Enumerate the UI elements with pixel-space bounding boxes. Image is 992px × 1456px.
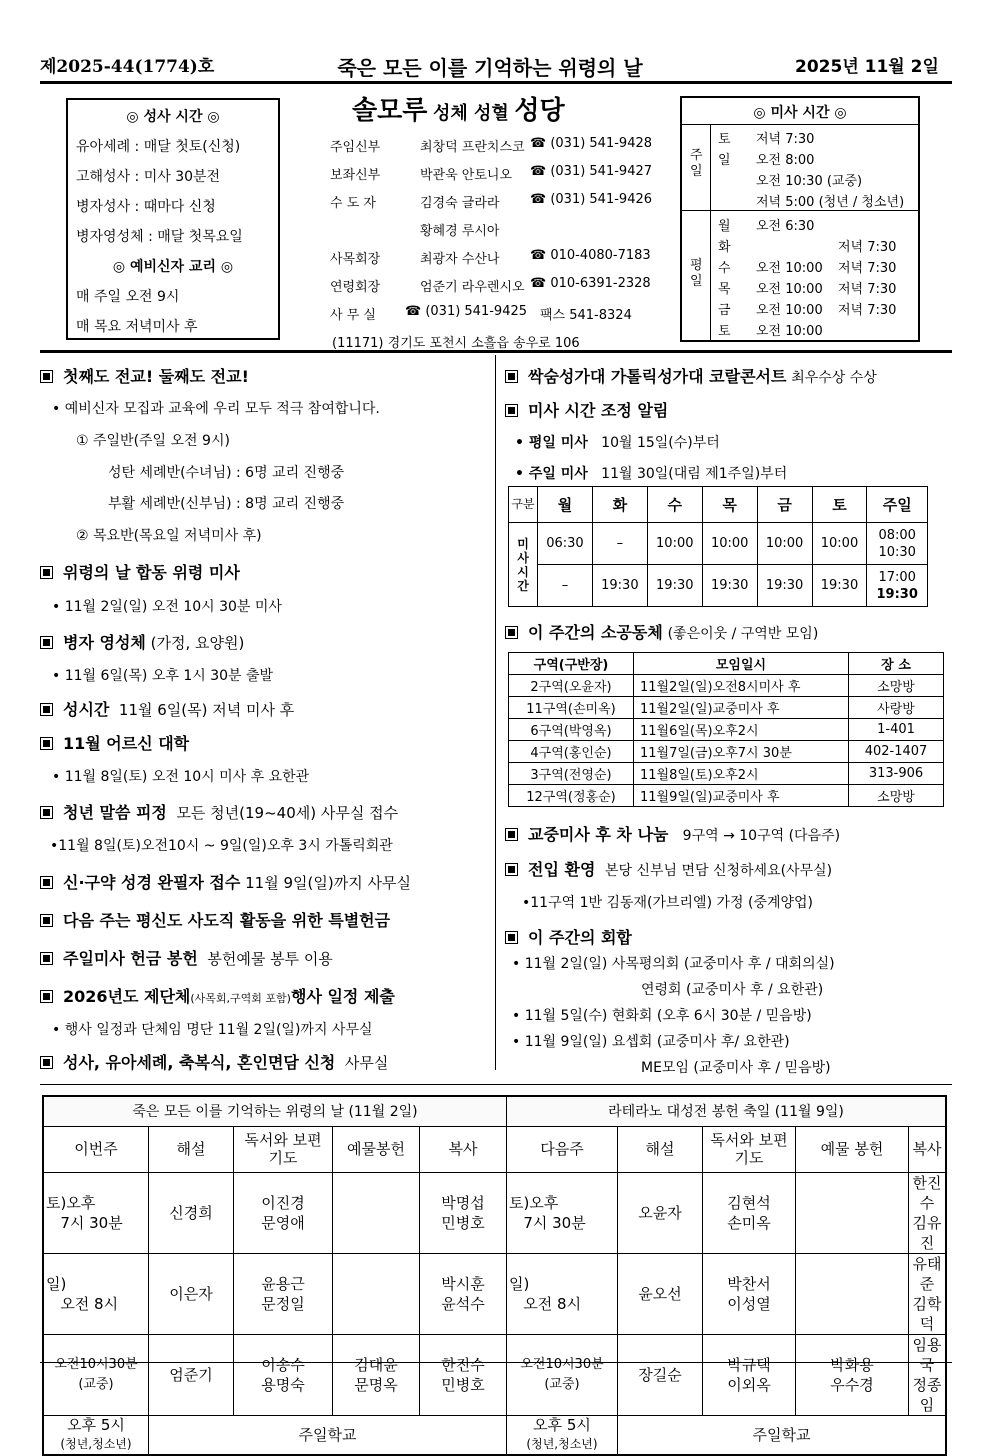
staff-name: 박관욱 안토니오 <box>420 168 513 183</box>
roster-person: 박명섭 <box>441 1193 485 1212</box>
page-title: 죽은 모든 이를 기억하는 위령의 날 <box>337 56 643 80</box>
schedule-cell: – <box>592 523 647 565</box>
mass-time: 오전 10:00 <box>756 282 823 297</box>
notice-bible-copy <box>40 870 411 893</box>
mass-time: 오전 10:00 <box>756 303 823 318</box>
staff-name: 김경숙 글라라 <box>420 196 500 211</box>
roster-person: 이외옥 <box>727 1375 771 1394</box>
office-label: 사 무 실 <box>330 308 376 323</box>
notice-value: 10월 15일(수)부터 <box>601 435 720 451</box>
roster-person: 문정일 <box>261 1294 305 1313</box>
notice-title: 전입 환영 <box>528 860 596 879</box>
schedule-cell: 10:00 <box>702 523 757 565</box>
schedule-cell: 10:00 <box>647 523 702 565</box>
notice-note: 본당 신부님 면담 신청하세요(사무실) <box>604 863 833 879</box>
notice-title: 행사 일정 제출 <box>290 987 395 1006</box>
notice-text: • 11월 5일(수) 현화회 (오후 6시 30분 / 믿음방) <box>512 1008 812 1024</box>
notice-text: ME모임 (교중미사 후 / 믿음방) <box>641 1060 831 1076</box>
notice-note: 11월 6일(목) 저녁 미사 후 <box>118 701 295 719</box>
roster-cell <box>909 1172 947 1253</box>
table-row <box>509 785 944 807</box>
schedule-cell: 19:30 <box>757 565 812 607</box>
notice-title: 주일미사 헌금 봉헌 <box>63 949 198 968</box>
roster-header: 복사 <box>420 1126 507 1172</box>
table-cell: 12구역(정홍순) <box>509 785 634 807</box>
notice-value: 11월 30일(대림 제1주일)부터 <box>601 466 788 482</box>
roster-person: 김대윤 <box>354 1355 398 1374</box>
notice-mass-change <box>505 398 668 421</box>
time-line: 오전 8시 <box>60 1294 119 1313</box>
mass-day: 토 <box>718 324 731 339</box>
notice-note: 봉헌예물 봉투 이용 <box>207 950 333 968</box>
issue-number: 제2025-44(1774)호 <box>40 57 215 77</box>
notice-title: 이 주간의 소공동체 <box>528 623 663 642</box>
mass-time: 저녁 5:00 (청년 / 청소년) <box>756 195 905 210</box>
roster-row <box>43 1253 946 1334</box>
schedule-time: 19:30 <box>876 586 918 602</box>
mass-time: 오전 10:30 (교중) <box>756 174 863 189</box>
notice-label: • 주일 미사 <box>515 466 588 482</box>
roster-person: 김학덕 <box>912 1294 942 1333</box>
notice-title: 신·구약 성경 완필자 접수 <box>63 873 241 892</box>
schedule-cell <box>867 523 928 565</box>
notice-evangelization <box>40 364 249 387</box>
notice-note: (가정, 요양원) <box>150 634 245 652</box>
roster-header: 예물봉헌 <box>333 1126 420 1172</box>
roster-cell: 이은자 <box>149 1253 234 1334</box>
roster-person: 우수경 <box>830 1375 874 1394</box>
staff-phone: ☎ (031) 541-9426 <box>530 192 653 207</box>
notice-title: 11월 어르신 대학 <box>63 734 190 753</box>
mass-time: 오전 8:00 <box>756 153 815 168</box>
time-line: (교중) <box>78 1376 114 1392</box>
mass-time: 오전 6:30 <box>756 219 815 234</box>
roster-person: 윤용근 <box>261 1274 305 1293</box>
time-line: 오후 5시 <box>67 1416 125 1435</box>
divider <box>710 124 711 340</box>
schedule-corner: 구분 <box>509 487 538 523</box>
schedule-day: 월 <box>538 487 593 523</box>
notice-text: •11구역 1반 김동재(가브리엘) 가정 (중계양업) <box>522 895 814 911</box>
mass-day: 일 <box>718 153 731 168</box>
table-cell: 2구역(오윤자) <box>509 675 634 697</box>
staff-role: 보좌신부 <box>330 168 381 183</box>
notice-text: • 11월 2일(일) 오전 10시 30분 미사 <box>52 599 282 615</box>
roster-person: 이진경 <box>261 1193 305 1212</box>
roster-cell <box>420 1253 507 1334</box>
roster-time <box>43 1172 149 1253</box>
staff-phone: ☎ 010-6391-2328 <box>530 276 651 291</box>
notice-youth-retreat <box>40 800 398 823</box>
notice-title: 미사 시간 조정 알림 <box>528 401 669 420</box>
schedule-day: 금 <box>757 487 812 523</box>
roster-cell <box>234 1253 333 1334</box>
notice-text: 연령회 (교중미사 후 / 요한관) <box>641 982 824 998</box>
header-rule <box>40 81 952 84</box>
schedule-time: 10:30 <box>878 544 916 560</box>
notice-note: 모든 청년(19~40세) 사무실 접수 <box>176 804 399 822</box>
schedule-day: 토 <box>812 487 867 523</box>
staff-phone: ☎ (031) 541-9428 <box>530 136 653 151</box>
roster-header: 다음주 <box>507 1126 618 1172</box>
roster-cell: 오윤자 <box>618 1172 703 1253</box>
roster-person: 유태준 <box>912 1254 942 1293</box>
schedule-cell: 10:00 <box>812 523 867 565</box>
mass-times-title: ◎ 미사 시간 ◎ <box>753 105 847 121</box>
roster-person: 김현석 <box>727 1193 771 1212</box>
footer-rule <box>40 1362 952 1363</box>
notice-label: • 평일 미사 <box>515 435 588 451</box>
mass-day: 화 <box>718 240 731 255</box>
sacrament-title: ◎ 성사 시간 ◎ <box>126 109 220 125</box>
staff-phone: ☎ 010-4080-7183 <box>530 248 651 263</box>
roster-cell <box>703 1172 796 1253</box>
catechumen-item: 매 목요 저녁미사 후 <box>76 319 198 335</box>
mass-time: 오전 10:00 <box>756 261 823 276</box>
roster-header: 독서와 보편기도 <box>234 1126 333 1172</box>
roster-cell <box>796 1253 909 1334</box>
notice-title: 성사, 유아세례, 축복식, 혼인면담 신청 <box>63 1053 336 1072</box>
roster-cell: 신경희 <box>149 1172 234 1253</box>
mass-time: 저녁 7:30 <box>838 240 897 255</box>
notice-text: • 행사 일정과 단체임 명단 11월 2일(일)까지 사무실 <box>52 1022 373 1038</box>
notice-text <box>515 432 720 452</box>
roster-person: 박시훈 <box>441 1274 485 1293</box>
roster-right-title: 라테라노 대성전 봉헌 축일 (11월 9일) <box>507 1096 947 1126</box>
office-phone: ☎ (031) 541-9425 <box>405 304 528 319</box>
table-cell: 11월7일(금)오후7시 30분 <box>634 741 849 763</box>
schedule-cell: – <box>538 565 593 607</box>
sacrament-item: 고해성사 : 미사 30분전 <box>76 169 221 185</box>
notice-text: • 11월 8일(토) 오전 10시 미사 후 요한관 <box>52 769 310 785</box>
notice-small-community <box>505 620 818 643</box>
roster-cell <box>909 1253 947 1334</box>
roster-person: 김유진 <box>912 1213 942 1252</box>
staff-role: 주임신부 <box>330 140 381 155</box>
roster-cell <box>420 1172 507 1253</box>
roster-person: 손미옥 <box>727 1213 771 1232</box>
staff-name: 엄준기 라우렌시오 <box>420 280 525 295</box>
roster-person: 민병호 <box>441 1375 485 1394</box>
schedule-cell: 19:30 <box>702 565 757 607</box>
table-cell: 11월2일(일)오전8시미사 후 <box>634 675 849 697</box>
notice-text: • 11월 6일(목) 오후 1시 30분 출발 <box>52 668 274 684</box>
roster-cell: 장길순 <box>618 1334 703 1415</box>
schedule-day: 목 <box>702 487 757 523</box>
notice-text: 부활 세례반(신부님) : 8명 교리 진행중 <box>108 496 345 512</box>
mass-time: 저녁 7:30 <box>756 132 815 147</box>
staff-name: 최창덕 프란치스코 <box>420 140 525 155</box>
time-line: 토)오후 <box>509 1193 559 1212</box>
schedule-cell: 06:30 <box>538 523 593 565</box>
notice-meetings <box>505 925 632 948</box>
staff-role: 사목회장 <box>330 252 381 267</box>
mass-time: 오전 10:00 <box>756 324 823 339</box>
roster-header: 해설 <box>618 1126 703 1172</box>
time-line: 7시 30분 <box>60 1213 123 1232</box>
sacrament-box <box>66 98 280 340</box>
mass-time: 저녁 7:30 <box>838 261 897 276</box>
table-header: 모임일시 <box>634 653 849 675</box>
mass-time: 저녁 7:30 <box>838 303 897 318</box>
roster-time <box>507 1172 618 1253</box>
roster-time <box>507 1253 618 1334</box>
roster-person: 문영애 <box>261 1213 305 1232</box>
roster-cell: 엄준기 <box>149 1334 234 1415</box>
time-line: 일) <box>509 1274 530 1293</box>
sacrament-item: 유아세례 : 매달 첫토(신청) <box>76 139 241 155</box>
table-cell: 3구역(전영순) <box>509 763 634 785</box>
staff-role: 수 도 자 <box>330 196 376 211</box>
notice-title: 첫째도 전교! 둘째도 전교! <box>63 367 249 386</box>
time-line: 오전10시30분 <box>54 1356 138 1372</box>
table-cell: 1-401 <box>849 719 944 741</box>
roster-header: 복사 <box>909 1126 947 1172</box>
time-line: (교중) <box>544 1376 580 1392</box>
table-header: 장 소 <box>849 653 944 675</box>
time-line: 오후 5시 <box>533 1416 591 1435</box>
table-cell: 사랑방 <box>849 697 944 719</box>
table-cell: 11월6일(목)오후2시 <box>634 719 849 741</box>
notice-title: 이 주간의 회합 <box>528 928 632 947</box>
parish-name-mid: 성체 성혈 <box>432 103 509 124</box>
notice-text: • 11월 9일(일) 요셉회 (교중미사 후/ 요한관) <box>512 1034 790 1050</box>
mass-schedule-table <box>508 486 928 607</box>
sunday-label: 주일 <box>690 148 703 179</box>
notice-sacrament-request <box>40 1050 388 1073</box>
roster-cell <box>333 1172 420 1253</box>
weekday-label: 평일 <box>690 258 703 289</box>
section-rule <box>40 1084 952 1085</box>
roster-person: 한진수 <box>912 1173 942 1212</box>
mass-time: 저녁 7:30 <box>838 282 897 297</box>
roster-row <box>43 1415 946 1455</box>
notice-note: (좋은이웃 / 구역반 모임) <box>667 626 819 642</box>
roster-time <box>507 1415 618 1455</box>
notice-title: 청년 말씀 피정 <box>63 803 167 822</box>
table-row <box>509 763 944 785</box>
table-cell: 11월9일(일)교중미사 후 <box>634 785 849 807</box>
mass-day: 토 <box>718 132 731 147</box>
table-row <box>509 697 944 719</box>
table-header: 구역(구반장) <box>509 653 634 675</box>
notice-text: •11월 8일(토)오전10시 ~ 9일(일)오후 3시 가톨릭회관 <box>50 838 393 854</box>
catechumen-item: 매 주일 오전 9시 <box>76 289 180 305</box>
notice-note: 최우수상 수상 <box>791 370 877 386</box>
roster-cell <box>234 1172 333 1253</box>
table-cell: 11구역(손미옥) <box>509 697 634 719</box>
schedule-row-label: 미사시간 <box>509 523 538 607</box>
roster-cell: 주일학교 <box>149 1415 507 1455</box>
schedule-cell: 19:30 <box>592 565 647 607</box>
roster-person: 윤석수 <box>441 1294 485 1313</box>
notice-text: 성탄 세례반(수녀님) : 6명 교리 진행중 <box>108 465 345 481</box>
mass-day: 수 <box>718 261 731 276</box>
notice-title: 병자 영성체 <box>63 633 146 652</box>
time-line: 토)오후 <box>46 1193 96 1212</box>
notice-note: (사목회,구역회 포함) <box>190 992 291 1005</box>
roster-cell <box>333 1253 420 1334</box>
roster-time <box>43 1415 149 1455</box>
divider <box>682 124 918 125</box>
staff-role: 연령회장 <box>330 280 381 295</box>
staff-name: 황혜경 루시아 <box>420 224 500 239</box>
notice-memorial-mass <box>40 560 240 583</box>
sacrament-item: 병자영성체 : 매달 첫목요일 <box>76 229 243 245</box>
notice-title: 교중미사 후 차 나눔 <box>528 825 669 844</box>
table-row <box>509 741 944 763</box>
roster-header: 이번주 <box>43 1126 149 1172</box>
notice-choir-award <box>505 364 877 387</box>
staff-phone: ☎ (031) 541-9427 <box>530 164 653 179</box>
schedule-cell: 19:30 <box>812 565 867 607</box>
schedule-time: 08:00 <box>878 527 916 543</box>
column-divider <box>495 355 496 1070</box>
time-line: 일) <box>46 1274 67 1293</box>
time-line: (청년,청소년) <box>60 1437 132 1452</box>
staff-name: 최광자 수산나 <box>420 252 500 267</box>
mass-day: 목 <box>718 282 731 297</box>
notice-text: • 예비신자 모집과 교육에 우리 모두 적극 참여합니다. <box>52 401 380 417</box>
divider <box>682 210 918 211</box>
parish-name <box>352 90 565 127</box>
notice-text: ① 주일반(주일 오전 9시) <box>76 433 230 449</box>
roster-person: 정종임 <box>912 1375 942 1414</box>
catechumen-title: ◎ 예비신자 교리 ◎ <box>112 259 234 275</box>
roster-cell: 주일학교 <box>618 1415 947 1455</box>
roster-person: 박규택 <box>727 1355 771 1374</box>
table-row <box>509 719 944 741</box>
roster-table <box>42 1095 947 1456</box>
roster-person: 용명숙 <box>261 1375 305 1394</box>
notice-title: 성시간 <box>63 700 110 719</box>
table-cell: 313-906 <box>849 763 944 785</box>
time-line: 오전 8시 <box>523 1294 582 1313</box>
notice-welcome <box>505 857 832 880</box>
small-community-table <box>508 652 944 807</box>
mass-day: 월 <box>718 219 731 234</box>
time-line: 7시 30분 <box>523 1213 586 1232</box>
table-cell: 소망방 <box>849 675 944 697</box>
notice-title: 2026년도 제단체 <box>63 987 191 1006</box>
roster-header: 해설 <box>149 1126 234 1172</box>
roster-person: 문명옥 <box>354 1375 398 1394</box>
time-line: (청년,청소년) <box>526 1437 598 1452</box>
roster-person: 한진수 <box>441 1355 485 1374</box>
table-cell: 11월2일(일)교중미사 후 <box>634 697 849 719</box>
roster-cell <box>703 1253 796 1334</box>
notice-2026-schedule <box>40 984 395 1007</box>
parish-name-big: 솔모루 <box>352 96 428 126</box>
mass-times-box <box>680 96 920 342</box>
roster-person: 박화용 <box>830 1355 874 1374</box>
table-row <box>509 675 944 697</box>
notice-title: 싹숨성가대 가톨릭성가대 코랄콘서트 <box>528 367 787 386</box>
notice-holy-hour <box>40 697 294 720</box>
table-cell: 6구역(박영옥) <box>509 719 634 741</box>
schedule-cell <box>867 565 928 607</box>
schedule-time: 17:00 <box>878 569 916 585</box>
notice-note: 9구역 → 10구역 (다음주) <box>682 828 841 844</box>
schedule-day: 수 <box>647 487 702 523</box>
table-cell: 4구역(홍인순) <box>509 741 634 763</box>
notice-title: 다음 주는 평신도 사도직 활동을 위한 특별헌금 <box>63 911 391 930</box>
notice-elder-college <box>40 731 189 754</box>
issue-date: 2025년 11월 2일 <box>795 57 939 77</box>
roster-cell <box>796 1172 909 1253</box>
notice-tea-sharing <box>505 822 840 845</box>
table-cell: 11월8일(토)오후2시 <box>634 763 849 785</box>
parish-name-end: 성당 <box>514 96 565 126</box>
roster-header: 예물 봉헌 <box>796 1126 909 1172</box>
sacrament-item: 병자성사 : 때마다 신청 <box>76 199 216 215</box>
time-line: 오전10시30분 <box>520 1356 604 1372</box>
notice-note: 11월 9일(일)까지 사무실 <box>245 874 411 892</box>
office-address: (11171) 경기도 포천시 소흘읍 송우로 106 <box>332 336 580 351</box>
notice-note: 사무실 <box>344 1054 389 1072</box>
roster-header: 독서와 보편기도 <box>703 1126 796 1172</box>
table-cell: 402-1407 <box>849 741 944 763</box>
table-cell: 소망방 <box>849 785 944 807</box>
section-rule <box>40 350 952 353</box>
roster-time <box>43 1253 149 1334</box>
notice-title: 위령의 날 합동 위령 미사 <box>63 563 240 582</box>
roster-cell: 윤오선 <box>618 1253 703 1334</box>
roster-person: 민병호 <box>441 1213 485 1232</box>
schedule-cell: 19:30 <box>647 565 702 607</box>
notice-text: ② 목요반(목요일 저녁미사 후) <box>76 528 262 544</box>
office-fax: 팩스 541-8324 <box>540 308 632 323</box>
schedule-day: 화 <box>592 487 647 523</box>
roster-person: 이송수 <box>261 1355 305 1374</box>
roster-person: 임용국 <box>912 1335 942 1374</box>
roster-person: 이성열 <box>727 1294 771 1313</box>
notice-offering <box>40 946 333 969</box>
schedule-day: 주일 <box>867 487 928 523</box>
notice-sick-communion <box>40 630 244 653</box>
schedule-cell: 10:00 <box>757 523 812 565</box>
roster-left-title: 죽은 모든 이를 기억하는 위령의 날 (11월 2일) <box>43 1096 507 1126</box>
roster-person: 박찬서 <box>727 1274 771 1293</box>
mass-day: 금 <box>718 303 731 318</box>
notice-text: • 11월 2일(일) 사목평의회 (교중미사 후 / 대회의실) <box>512 956 835 972</box>
notice-text <box>515 463 787 483</box>
roster-row <box>43 1172 946 1253</box>
notice-special-collection <box>40 908 390 931</box>
